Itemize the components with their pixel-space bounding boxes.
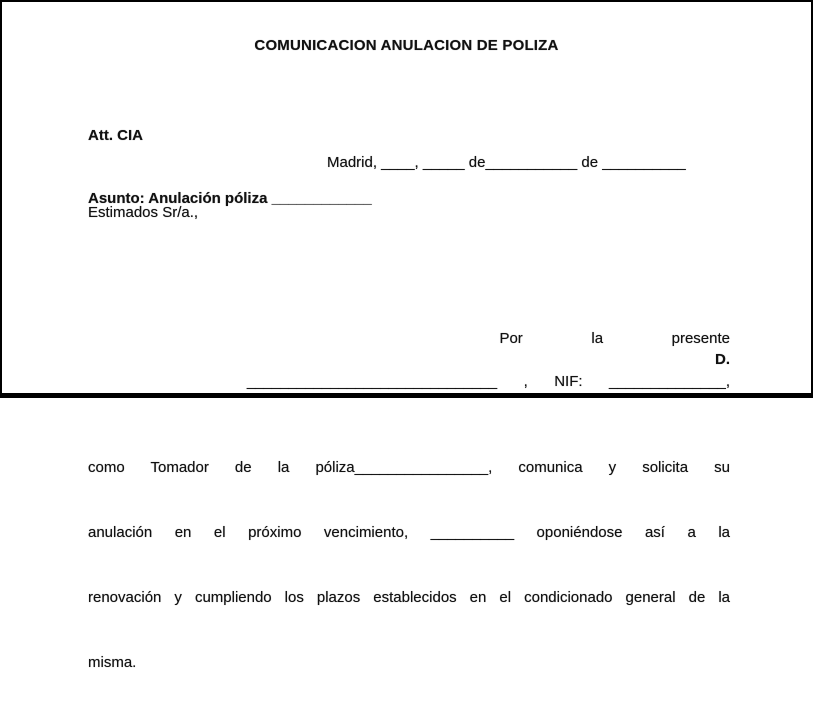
salutation-line: Estimados Sr/a., xyxy=(88,204,199,221)
date-line: Madrid, ____, _____ de___________ de __________ xyxy=(327,154,686,171)
body-line-2: como Tomador de la póliza________________, comunica y solicita su xyxy=(88,459,730,477)
body-line-1-bold-d: D. xyxy=(715,351,730,369)
body-line-1-text: Por la presente xyxy=(499,329,730,347)
body-line-3: anulación en el próximo vencimiento, __________ oponiéndose así a la xyxy=(88,524,730,542)
body-line-5: misma. xyxy=(88,653,137,671)
body-line-1-blanks: ______________________________ , NIF: ______________, xyxy=(246,372,730,390)
body-paragraph xyxy=(88,263,730,716)
subject-line: Asunto: Anulación póliza ____________ xyxy=(88,190,372,207)
attention-line: Att. CIA xyxy=(88,127,143,144)
body-line-1 xyxy=(88,306,730,414)
document-title: COMUNICACION ANULACION DE POLIZA xyxy=(254,37,559,54)
body-line-4: renovación y cumpliendo los plazos establecidos en el condicionado general de la xyxy=(88,588,730,606)
